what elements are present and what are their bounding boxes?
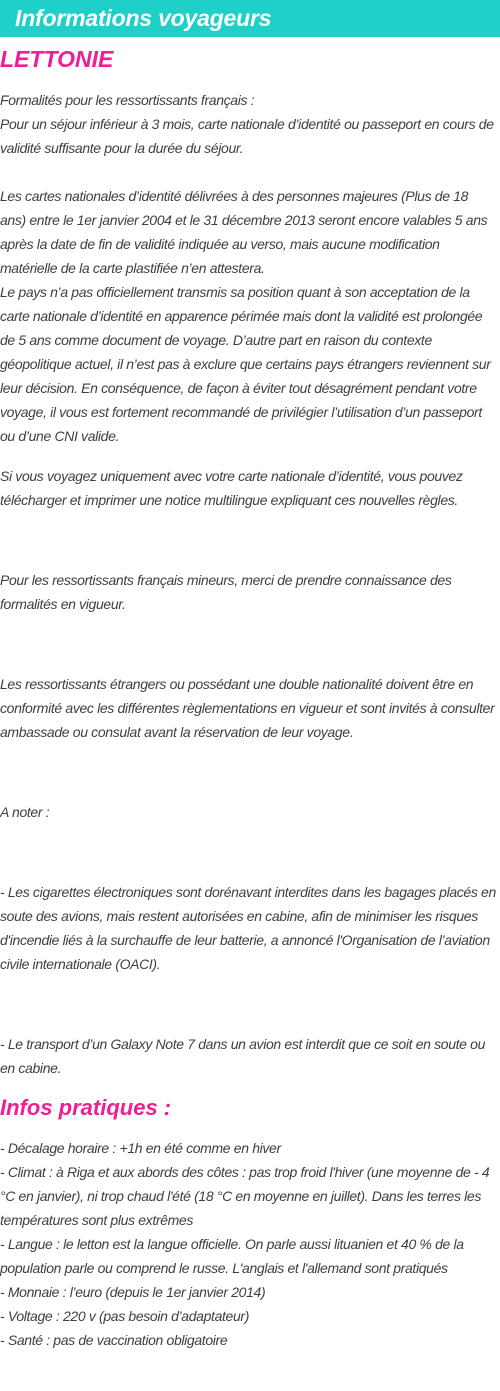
- practical-info-title: Infos pratiques :: [0, 1095, 172, 1120]
- foreign-nationals-note: Les ressortissants étrangers ou possédant une double nationalité doivent être en conformité avec les différentes règlementations en vigueur et sont invités à consulter ambassade ou consulat avant la réservation de leur voyage.: [0, 676, 495, 740]
- e-cigarette-note: - Les cigarettes électroniques sont dorénavant interdites dans les bagages placés en soute des avions, mais restent autorisées en cabine, afin de minimiser les risques d'incendie liés à la surchauffe de leur batterie, a annoncé l'Organisation de l’aviation civile internationale (OACI).: [0, 884, 496, 972]
- header-bar: [0, 0, 500, 37]
- multilingual-notice: Si vous voyagez uniquement avec votre carte nationale d’identité, vous pouvez télécharger et imprimer une notice multilingue expliquant ces nouvelles règles.: [0, 468, 463, 508]
- galaxy-note-7-note: - Le transport d’un Galaxy Note 7 dans un avion est interdit que ce soit en soute ou en cabine.: [0, 1036, 486, 1076]
- id-card-validity-note: Les cartes nationales d’identité délivrées à des personnes majeures (Plus de 18 ans) entre le 1er janvier 2004 et le 31 décembre 2013 seront encore valables 5 ans après la date de fin de validité indiquée au verso, mais aucune modification matérielle de la carte plastifiée n’en attestera. Le pays n’a pas officiellement transmis sa position quant à son acceptation de la carte nationale d’identité en apparence périmée mais dont la validité est prolongée de 5 ans comme document de voyage. D’autre part en raison du contexte géopolitique actuel, il n’est pas à exclure que certains pays étrangers reviennent sur leur décision. En conséquence, de façon à éviter tout désagrément pendant votre voyage, il vous est fortement recommandé de privilégier l’utilisation d’un passeport ou d’une CNI valide.: [0, 188, 491, 444]
- note-heading: A noter :: [0, 804, 50, 820]
- practical-info-list: - Décalage horaire : +1h en été comme en hiver - Climat : à Riga et aux abords des côtes : pas trop froid l'hiver (une moyenne de - 4 °C en janvier), ni trop chaud l'été (18 °C en moyenne en juillet). Dans les terres les températures sont plus extrêmes - Langue : le letton est la langue officielle. On parle aussi lituanien et 40 % de la population parle ou comprend le russe. L'anglais et l'allemand sont pratiqués - Monnaie : l’euro (depuis le 1er janvier 2014) - Voltage : 220 v (pas besoin d’adaptateur) - Santé : pas de vaccination obligatoire: [0, 1140, 490, 1348]
- minors-formalities: Pour les ressortissants français mineurs, merci de prendre connaissance des formalités en vigueur.: [0, 572, 452, 612]
- formalities-intro: Formalités pour les ressortissants français : Pour un séjour inférieur à 3 mois, carte nationale d’identité ou passeport en cours de validité suffisante pour la durée du séjour.: [0, 92, 494, 156]
- country-title: LETTONIE: [0, 46, 114, 72]
- page-title: Informations voyageurs: [15, 5, 272, 31]
